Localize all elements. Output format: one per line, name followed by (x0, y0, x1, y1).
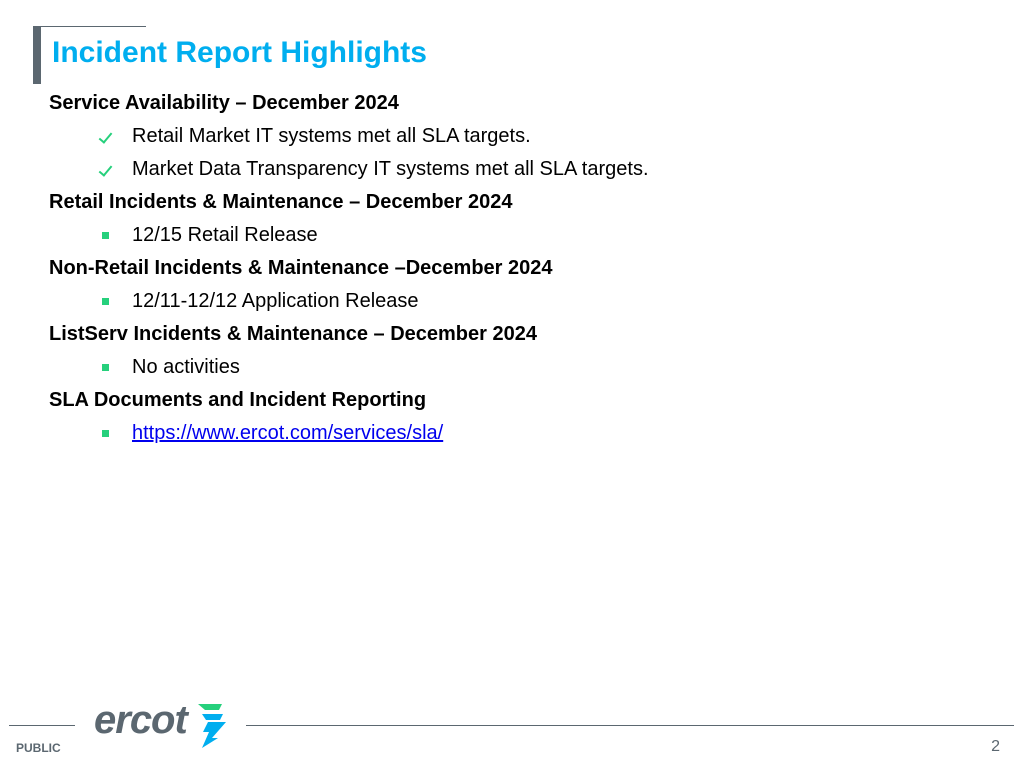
list-item-text: 12/11-12/12 Application Release (132, 290, 419, 312)
lightning-bolt-icon (192, 700, 228, 750)
title-accent-bar (33, 27, 41, 84)
square-bullet-icon (99, 285, 119, 318)
logo-wordmark: ercot (94, 698, 187, 742)
square-bullet-icon (99, 219, 119, 252)
list-item (49, 285, 989, 318)
section-heading-service-availability: Service Availability – December 2024 (49, 92, 399, 114)
check-icon (99, 120, 119, 153)
list-item-text: No activities (132, 356, 240, 378)
square-bullet-icon (99, 351, 119, 384)
check-icon (99, 153, 119, 186)
ercot-logo (94, 698, 228, 752)
page-title: Incident Report Highlights (52, 36, 427, 69)
section-heading-retail: Retail Incidents & Maintenance – December 2024 (49, 191, 513, 213)
slide-content (49, 87, 989, 450)
list-item-text: Retail Market IT systems met all SLA targets. (132, 125, 531, 147)
list-item (49, 219, 989, 252)
section-heading-sla-documents: SLA Documents and Incident Reporting (49, 389, 427, 411)
list-item (49, 351, 989, 384)
footer-rule-left (9, 725, 75, 726)
list-item (49, 153, 989, 186)
sla-link[interactable]: https://www.ercot.com/services/sla/ (132, 422, 444, 444)
list-item-text: Market Data Transparency IT systems met all SLA targets. (132, 158, 649, 180)
page-number: 2 (991, 738, 1000, 755)
list-item (49, 417, 989, 450)
section-heading-non-retail: Non-Retail Incidents & Maintenance –December 2024 (49, 257, 553, 279)
section-heading-listserv: ListServ Incidents & Maintenance – December 2024 (49, 323, 537, 345)
classification-label: PUBLIC (16, 741, 61, 755)
footer-rule-right (246, 725, 1014, 726)
square-bullet-icon (99, 417, 119, 450)
list-item (49, 120, 989, 153)
title-top-rule (33, 26, 146, 27)
list-item-text: 12/15 Retail Release (132, 224, 318, 246)
